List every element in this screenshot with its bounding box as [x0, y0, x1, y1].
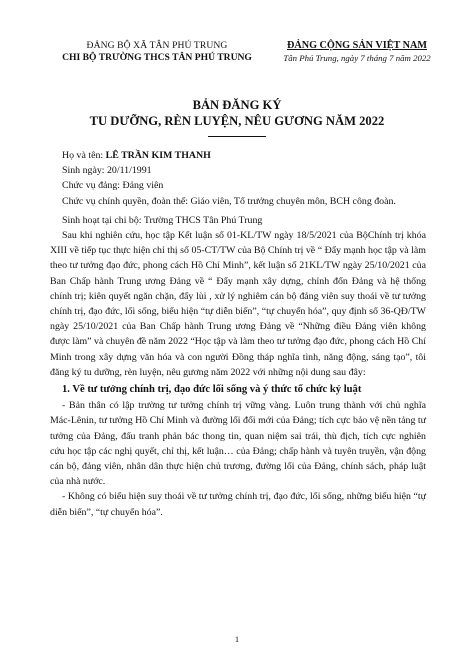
place-date: Tân Phú Trung, ngày 7 tháng 7 năm 2022 — [283, 53, 431, 63]
name-label: Họ và tên: — [62, 150, 106, 161]
intro-paragraph: Sau khi nghiên cứu, học tập Kết luận số 01-KL/TW ngày 18/5/2021 của BộChính trị khóa XIII về tiếp tục thực hiện chỉ thị số 05-CT/TW của Bộ Chính trị về “ Đẩy mạnh học tập và làm theo tư tưởng đạo đức, phong cách Hồ Chí Minh”, kết luận số 21KL/TW ngày 25/10/2021 của Ban Chấp hành Trung ương Đảng về “ Đẩy mạnh xây dựng, chỉnh đốn Đảng và hệ thống chính trị; kiên quyết ngăn chặn, đẩy lùi , xử lý nghiêm cán bộ đảng viên suy thoái về tư tưởng chính trị, đạo đức, lối sống, biểu hiện “tự diễn biến”, “tự chuyển hóa”, quy định số 36-QĐ/TW ngày 25/10/2021 của Ban Chấp hành Trung ương Đảng về “Những điều Đảng viên không được làm” và chuyên đề năm 2022 “Học tập và làm theo tư tưởng đạo đức, phong cách Hồ Chí Minh trong xây dựng văn hóa và con người Đồng tháp nghĩa tình, năng động, sáng tạo”, tôi đăng ký tu dưỡng, rèn luyện, nêu gương năm 2022 với những nội dung sau đây: — [50, 230, 426, 378]
section-paragraph-2: - Không có biểu hiện suy thoái về tư tưởng chính trị, đạo đức, lối sống, những biểu hiện “tự diễn biến”, “tự chuyển hóa”. — [50, 491, 426, 518]
party-cell-name: CHI BỘ TRƯỜNG THCS TÂN PHÚ TRUNG — [62, 52, 252, 63]
document-title: BẢN ĐĂNG KÝ — [192, 98, 282, 112]
party-cell: Sinh hoạt tại chi bộ: Trường THCS Tân Phú Trung — [62, 214, 263, 226]
birth-date: Sinh ngày: 20/11/1991 — [62, 165, 152, 177]
name-line — [50, 148, 426, 163]
header-left — [62, 40, 252, 64]
party-committee-name: ĐẢNG BỘ XÃ TÂN PHÚ TRUNG — [86, 40, 228, 51]
party-name: ĐẢNG CỘNG SẢN VIỆT NAM — [287, 40, 427, 51]
section-heading: 1. Về tư tưởng chính trị, đạo đức lối sống và ý thức tổ chức kỷ luật — [62, 384, 362, 396]
name-value: LÊ TRẦN KIM THANH — [105, 150, 211, 161]
document-body — [50, 148, 426, 520]
title-divider — [208, 136, 266, 137]
section-paragraph-1: - Bản thân có lập trường tư tưởng chính trị vững vàng. Luôn trung thành với chủ nghĩa Mác-Lênin, tư tưởng Hồ Chí Minh và đường lối đổi mới của Đảng; tích cực bảo vệ nền tảng tư tưởng của Đảng, đấu tranh phản bác thong tin, quan niệm sai trái, thù địch, tích cực nghiên cứu học tập các nghị quyết, chỉ thị, kết luận… của Đảng; chấp hành và tuyên truyền, vận động cán bộ, đảng viên, nhân dân thực hiện chủ trương, đường lối của Đảng, chính sách, pháp luật của nhà nước. — [50, 400, 426, 488]
page-number: 1 — [234, 634, 240, 644]
party-role: Chức vụ đảng: Đảng viên — [62, 180, 164, 192]
document-subtitle: TU DƯỠNG, RÈN LUYỆN, NÊU GƯƠNG NĂM 2022 — [89, 114, 385, 128]
header-right — [262, 40, 452, 65]
government-role: Chức vụ chính quyền, đoàn thể: Giáo viên, Tổ trưởng chuyên môn, BCH công đoàn. — [62, 195, 396, 207]
